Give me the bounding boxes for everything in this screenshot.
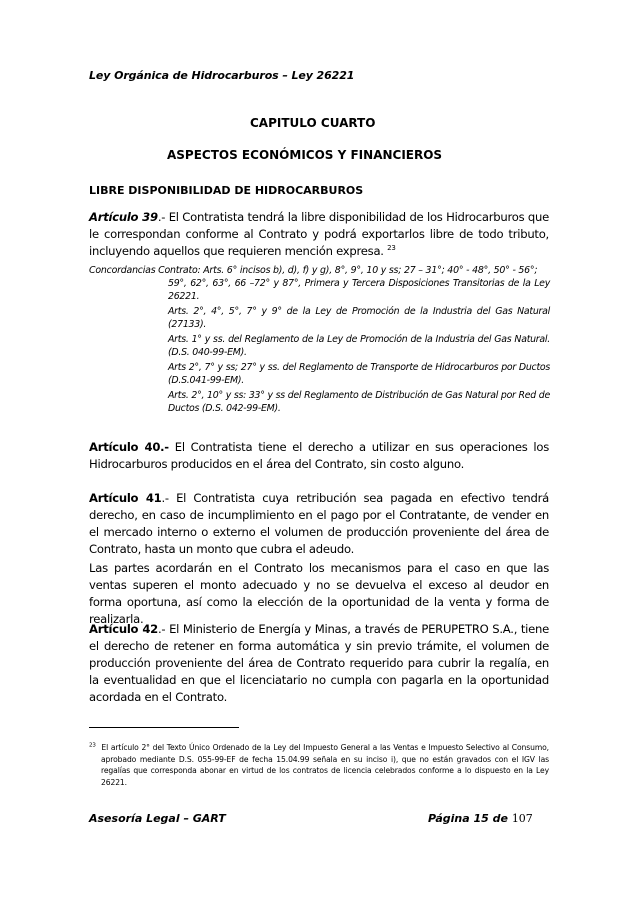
page-total: 107 <box>511 812 533 825</box>
article-41-paragraph-2: Las partes acordarán en el Contrato los mecanismos para el caso en que las ventas superen el monto adecuado y no se devuelva el exceso al deudor en forma oportuna, así como la elección de la oportunidad de la venta y forma de realizarla. <box>89 561 549 626</box>
article-41 <box>89 490 549 558</box>
article-40 <box>89 439 549 473</box>
chapter-title: ASPECTOS ECONÓMICOS Y FINANCIEROS <box>167 148 443 162</box>
article-40-label: Artículo 40.- <box>89 440 169 454</box>
footnote <box>89 742 549 788</box>
article-41-label: Artículo 41 <box>89 491 162 505</box>
article-42-label: Artículo 42 <box>89 622 158 636</box>
running-header: Ley Orgánica de Hidrocarburos – Ley 26221 <box>89 69 355 82</box>
concordancia-item: Arts. 2°, 10° y ss: 33° y ss del Reglamento de Distribución de Gas Natural por Red de Ductos (D.S. 042-99-EM). <box>168 390 550 414</box>
article-40-text: El Contratista tiene el derecho a utilizar en sus operaciones los Hidrocarburos producidos en el área del Contrato, sin costo alguno. <box>89 440 549 471</box>
concordancia-item: Arts 2°, 7° y ss; 27° y ss. del Reglamento de Transporte de Hidrocarburos por Ductos (D.S.041-99-EM). <box>168 362 550 386</box>
footnote-ref: 23 <box>387 244 396 253</box>
concordancias-head: Concordancias Contrato: Arts. 6° incisos b), d), f) y g), 8°, 9°, 10 y ss; 27 – 31°; 40° - 48°, 50° - 56°; <box>89 265 538 276</box>
section-title: LIBRE DISPONIBILIDAD DE HIDROCARBUROS <box>89 184 364 197</box>
page-number <box>428 812 533 825</box>
article-42-text: .- El Ministerio de Energía y Minas, a través de PERUPETRO S.A., tiene el derecho de retener en forma automática y sin previo trámite, el volumen de producción proveniente del área de Contrato requerido para cubrir la regalía, en la eventualidad en que el licenciatario no cumpla con pagarla en la oportunidad acordada en el Contrato. <box>89 622 549 704</box>
concordancia-item: Arts. 2°, 4°, 5°, 7° y 9° de la Ley de Promoción de la Industria del Gas Natural (27133). <box>168 306 550 330</box>
article-42 <box>89 621 549 706</box>
page-label: Página 15 de <box>428 812 512 825</box>
footnote-separator <box>89 727 239 728</box>
article-39 <box>89 209 549 260</box>
chapter-number: CAPITULO CUARTO <box>250 116 376 130</box>
concordancia-item: 59°, 62°, 63°, 66 –72° y 87°, Primera y Tercera Disposiciones Transitorias de la Ley 26221. <box>168 278 550 302</box>
footnote-number: 23 <box>89 742 96 749</box>
article-39-label: Artículo 39 <box>89 210 158 224</box>
concordancia-item: Arts. 1° y ss. del Reglamento de la Ley de Promoción de la Industria del Gas Natural. (D.S. 040-99-EM). <box>168 334 550 358</box>
footnote-text: El artículo 2° del Texto Único Ordenado de la Ley del Impuesto General a las Ventas e Impuesto Selectivo al Consumo, aprobado mediante D.S. 055-99-EF de fecha 15.04.99 señala en su inciso i), que no están gravados con el IGV las regalías que corresponda abonar en virtud de los contratos de licencia celebrados conforme a lo dispuesto en la Ley 26221. <box>101 743 549 787</box>
article-39-text: .- El Contratista tendrá la libre disponibilidad de los Hidrocarburos que le correspondan conforme al Contrato y podrá exportarlos libre de todo tributo, incluyendo aquellos que requieren mención expresa. <box>89 210 549 258</box>
article-41-text: .- El Contratista cuya retribución sea pagada en efectivo tendrá derecho, en caso de incumplimiento en el pago por el Contratante, de vender en el mercado interno o externo el volumen de producción proveniente del área de Contrato, hasta un monto que cubra el adeudo. <box>89 491 549 556</box>
footer-left: Asesoría Legal – GART <box>89 812 226 825</box>
